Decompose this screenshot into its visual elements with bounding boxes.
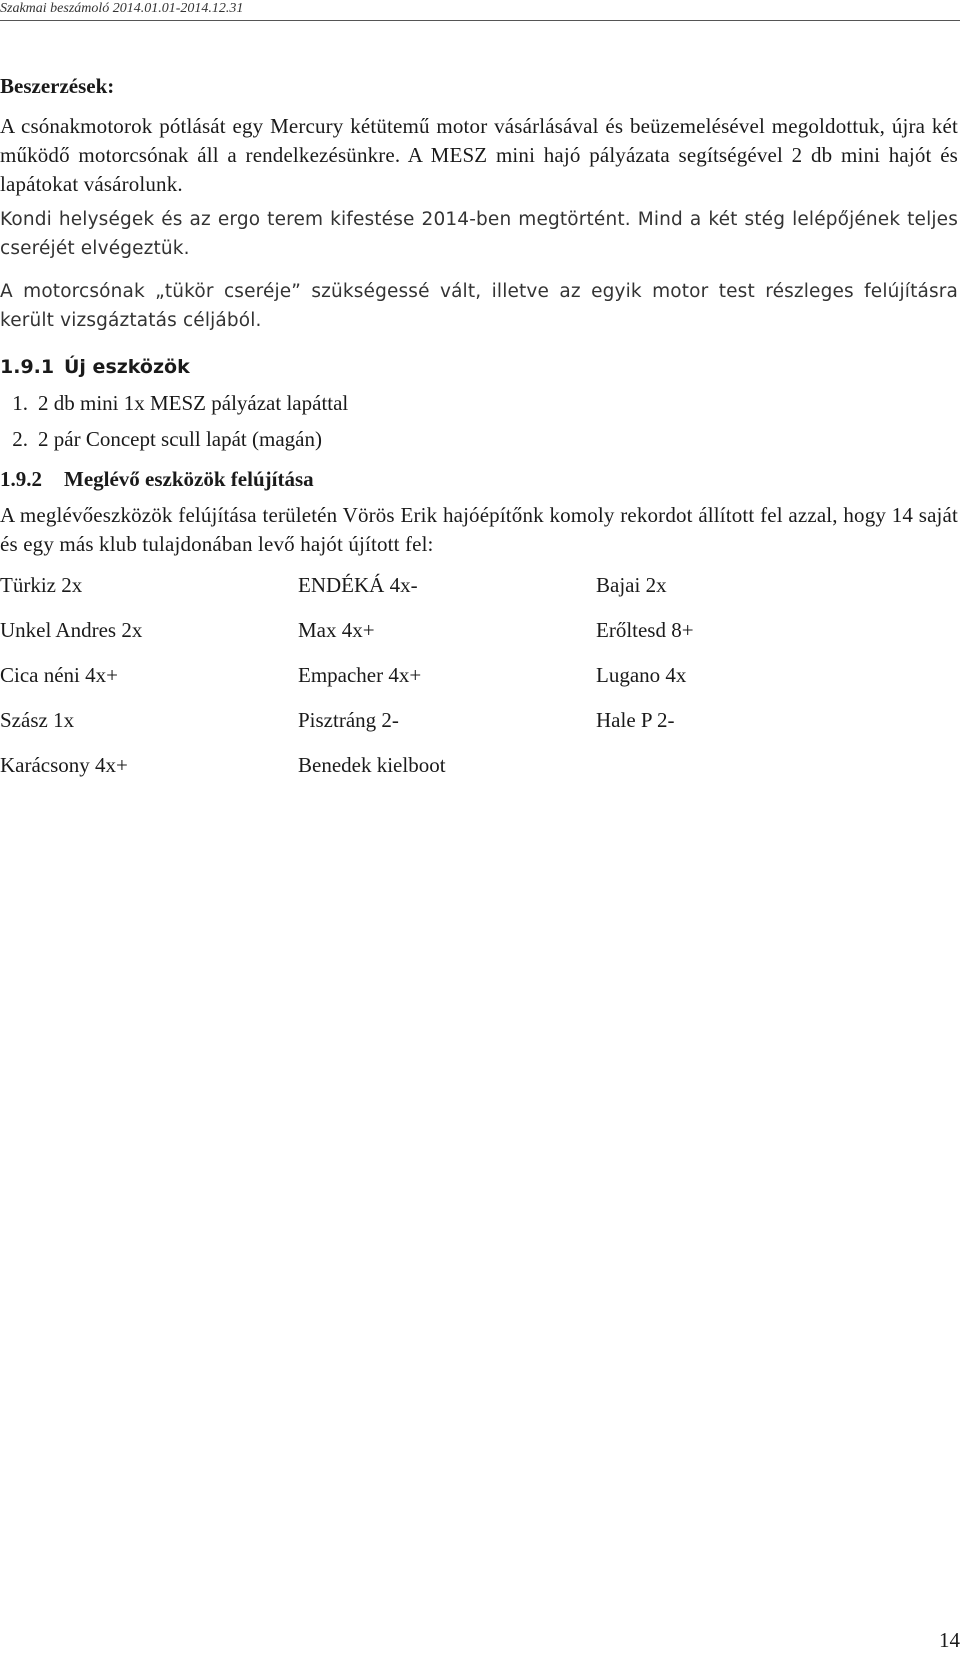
- page-content: [0, 74, 958, 798]
- purchases-paragraph-1: A csónakmotorok pótlását egy Mercury kétütemű motor vásárlásával és beüzemelésével megoldottuk, újra két működő motorcsónak áll a rendelkezésünkre. A MESZ mini hajó pályázata segítségével 2 db mini hajót és lapátokat vásárolunk.: [0, 114, 958, 196]
- list-item: [0, 385, 958, 421]
- page-number: 14: [939, 1628, 960, 1652]
- table-row: [0, 708, 956, 753]
- spacer: [0, 335, 958, 355]
- boat-cell: Hale P 2-: [596, 708, 675, 732]
- header-rule: [0, 20, 960, 21]
- boat-cell: Bajai 2x: [596, 573, 667, 597]
- new-tools-number: 1.9.1: [0, 356, 55, 378]
- header-text: Szakmai beszámoló 2014.01.01-2014.12.31: [0, 1, 244, 16]
- new-tools-heading: [0, 355, 958, 379]
- boat-cell: Empacher 4x+: [298, 663, 422, 687]
- renovation-heading: [0, 467, 958, 491]
- renovation-number: 1.9.2: [0, 467, 42, 491]
- list-item-text: 2 db mini 1x MESZ pályázat lapáttal: [38, 391, 349, 415]
- renovation-paragraph: A meglévőeszközök felújítása területén Vörös Erik hajóépítőnk komoly rekordot állított fel azzal, hogy 14 saját és egy más klub tulajdonában levő hajót újított fel:: [0, 503, 958, 556]
- renovation-title: Meglévő eszközök felújítása: [64, 467, 314, 491]
- list-item-marker: 1.: [12, 391, 28, 415]
- boat-cell: Pisztráng 2-: [298, 708, 399, 732]
- purchases-heading: Beszerzések:: [0, 74, 115, 98]
- boats-table: [0, 573, 956, 798]
- page-header: [0, 0, 960, 22]
- new-tools-list: [0, 385, 958, 457]
- boat-cell: Türkiz 2x: [0, 573, 83, 597]
- new-tools-title: Új eszközök: [64, 356, 190, 378]
- boat-cell: Erőltesd 8+: [596, 618, 694, 642]
- purchases-paragraph-2: Kondi helységek és az ergo terem kifestése 2014-ben megtörtént. Mind a két stég lelépőjének teljes cseréjét elvégeztük.: [0, 209, 958, 259]
- list-item: [0, 421, 958, 457]
- list-item-text: 2 pár Concept scull lapát (magán): [38, 427, 322, 451]
- purchases-paragraph-3: A motorcsónak „tükör cseréje” szükségessé vált, illetve az egyik motor test részleges felújításra került vizsgáztatás céljából.: [0, 281, 958, 331]
- boat-cell: Cica néni 4x+: [0, 663, 118, 687]
- boat-cell: Unkel Andres 2x: [0, 618, 143, 642]
- spacer: [0, 263, 958, 277]
- table-row: [0, 573, 956, 618]
- boat-cell: Karácsony 4x+: [0, 753, 128, 777]
- boat-cell: Benedek kielboot: [298, 753, 446, 777]
- spacer: [0, 491, 958, 501]
- boat-cell: Lugano 4x: [596, 663, 687, 687]
- table-row: [0, 753, 956, 798]
- boat-cell: Szász 1x: [0, 708, 75, 732]
- boat-cell: Max 4x+: [298, 618, 375, 642]
- list-item-marker: 2.: [12, 427, 28, 451]
- boat-cell: ENDÉKÁ 4x-: [298, 573, 418, 597]
- table-row: [0, 618, 956, 663]
- boat-cell: [596, 753, 956, 798]
- table-row: [0, 663, 956, 708]
- spacer: [0, 457, 958, 467]
